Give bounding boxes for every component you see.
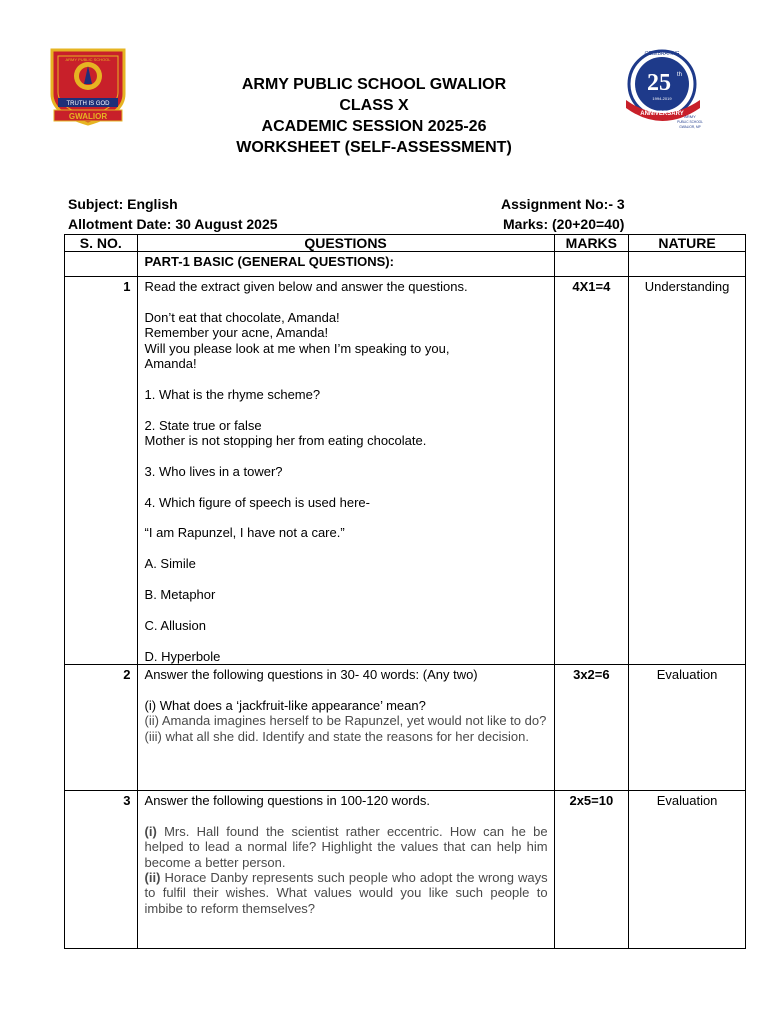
nature-cell: Evaluation [629,791,746,949]
question-line: D. Hyperbole [144,648,221,664]
svg-text:TRUTH IS GOD: TRUTH IS GOD [66,101,110,107]
svg-text:CELEBRATING: CELEBRATING [644,51,680,57]
question-line: Read the extract given below and answer the questions. [144,279,468,294]
anniversary-logo [624,44,706,130]
blank-line [145,448,548,463]
question-line: C. Allusion [144,617,206,633]
sub-question: (i) Mrs. Hall found the scientist rather eccentric. How can he be helped to lead a normal life? Highlight the values that can help him become a better person. [144,823,548,870]
blank-line [145,602,548,617]
question-lines [145,279,548,664]
question-line: Remember your acne, Amanda! [144,325,329,341]
worksheet-title: WORKSHEET (SELF-ASSESSMENT) [236,139,512,156]
sub-question-number: (ii) [144,870,161,886]
svg-text:GWALIOR, MP: GWALIOR, MP [679,125,701,129]
svg-text:1994-2019: 1994-2019 [652,96,672,101]
blank-line [145,479,548,494]
header-marks: MARKS [554,235,629,252]
svg-text:ANNIVERSARY: ANNIVERSARY [640,111,684,117]
blank-line [145,633,548,648]
question-line: 2. State true or false [144,417,262,433]
table-row [65,277,746,665]
sub-question: (i) What does a ‘jackfruit-like appearance’ mean? [144,697,426,713]
worksheet-table [64,234,746,949]
marks-cell: 3x2=6 [554,665,629,791]
question-line: Don’t eat that chocolate, Amanda! [144,309,340,325]
header-sno: S. NO. [65,235,138,252]
blank-line [145,294,548,309]
allotment-date-label: Allotment Date: 30 August 2025 [68,216,278,232]
marks-cell: 2x5=10 [554,791,629,949]
row-number: 2 [65,665,138,791]
question-line: A. Simile [144,556,196,572]
svg-text:ARMY PUBLIC SCHOOL: ARMY PUBLIC SCHOOL [65,57,111,62]
subject-label: Subject: English [68,196,178,212]
part-label: PART-1 BASIC (GENERAL QUESTIONS): [137,252,554,277]
header-questions: QUESTIONS [137,235,554,252]
question-line: “I am Rapunzel, I have not a care.” [144,525,345,541]
table-header-row [65,235,746,252]
blank-line [145,371,548,386]
question-line: Amanda! [144,356,197,372]
sub-question: (ii) Horace Danby represents such people who adopt the wrong ways to fulfil their wishes. What values would you like such people to imbibe to reform themselves? [144,870,548,916]
question-cell [137,277,554,665]
blank-line [145,572,548,587]
class-title: CLASS X [339,97,409,114]
assignment-label: Assignment No:- 3 [501,196,625,212]
school-name: ARMY PUBLIC SCHOOL GWALIOR [241,76,507,93]
blank-line [145,541,548,556]
sub-question: (ii) Amanda imagines herself to be Rapunzel, yet would not like to do? [144,713,547,729]
svg-text:ARMY: ARMY [684,114,696,119]
question-line: 3. Who lives in a tower? [144,463,283,479]
nature-cell: Evaluation [629,665,746,791]
blank-line [145,510,548,525]
svg-text:GWALIOR: GWALIOR [68,112,108,121]
svg-text:25: 25 [647,70,671,96]
part-row [65,252,746,277]
sub-question: (iii) what all she did. Identify and state the reasons for her decision. [144,728,529,744]
nature-cell: Understanding [629,277,746,665]
worksheet-header [150,74,598,158]
question-intro: Answer the following questions in 100-120 words. [144,793,430,808]
session-title: ACADEMIC SESSION 2025-26 [261,118,487,135]
header-nature: NATURE [629,235,746,252]
marks-label: Marks: (20+20=40) [503,216,625,232]
question-cell [137,791,554,949]
table-row [65,665,746,791]
question-intro: Answer the following questions in 30- 40 words: (Any two) [144,667,478,682]
school-crest-logo [48,44,128,126]
marks-cell: 4X1=4 [554,277,629,665]
question-line: 4. Which figure of speech is used here- [144,494,370,510]
row-number: 3 [65,791,138,949]
table-row [65,791,746,949]
svg-text:th: th [677,72,683,78]
row-number: 1 [65,277,138,665]
question-cell [137,665,554,791]
question-line: 1. What is the rhyme scheme? [144,386,321,402]
sub-question-number: (i) [144,823,157,839]
question-line: Will you please look at me when I’m speaking to you, [144,340,450,356]
svg-text:PUBLIC SCHOOL: PUBLIC SCHOOL [677,120,703,124]
question-line: B. Metaphor [144,587,216,602]
question-line: Mother is not stopping her from eating chocolate. [144,433,427,449]
blank-line [145,402,548,417]
